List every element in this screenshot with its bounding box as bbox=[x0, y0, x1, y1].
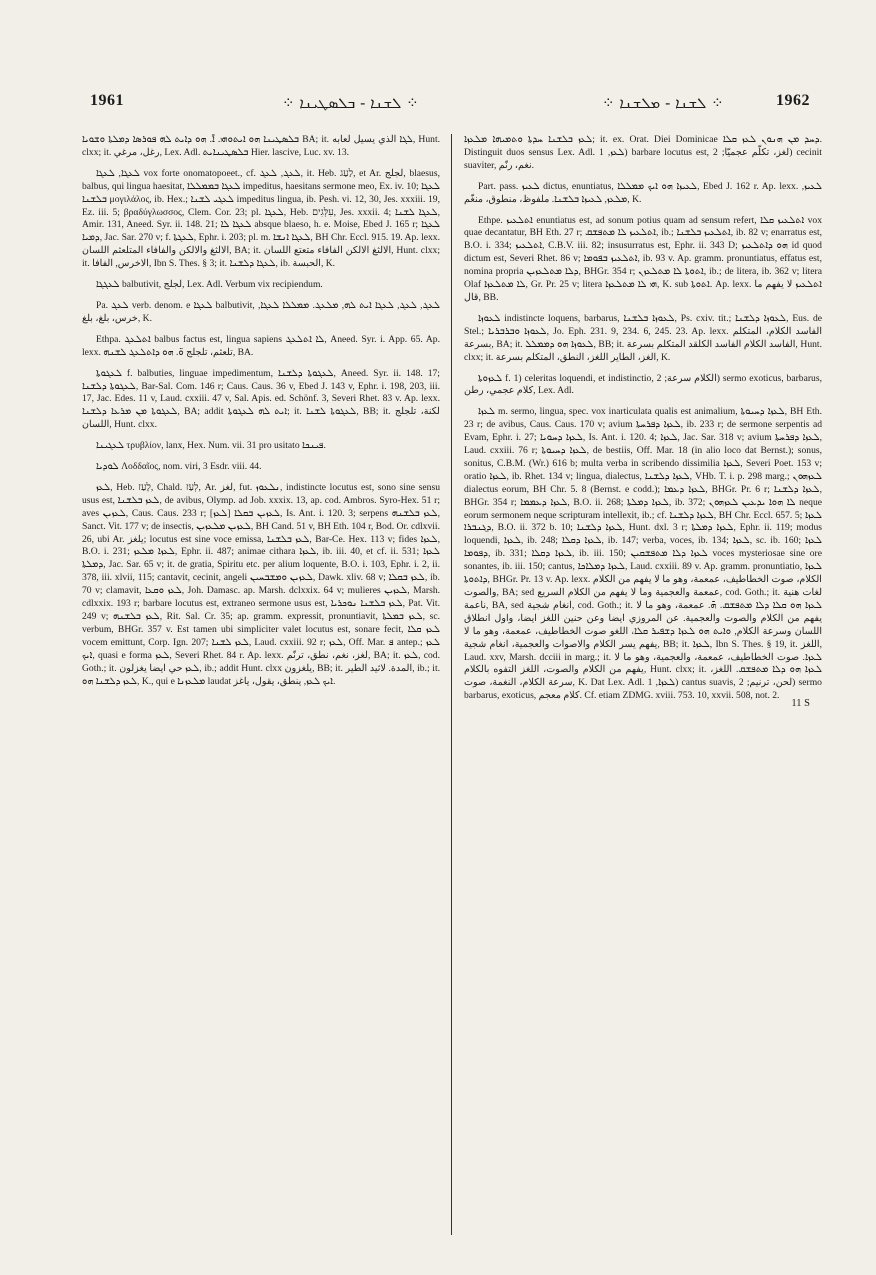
entry-paragraph: ܒܠܣܛܝܢܐ ܗܘ ܐܝܬܘܗܝ. ܐ̄. ܗܘ ܕܐܝܬ ܠܗ ܦܘܪܣܐ ܕܡܠܬܐ ܘܫܘܝܐ BA; it. ܠܓܐ الذي يسيل لعابه, Hunt. clxx; it. رغل، مرغي, Lex. Adl. ܒܠܣܛܝܢܐܝܬ Hier. lascive, Luc. xv. 13. bbox=[82, 134, 441, 158]
column-divider bbox=[451, 134, 452, 1235]
two-column-body bbox=[82, 134, 823, 1235]
entry-paragraph: ܠܥܓܐ, ܠܥܓܐ vox forte onomatopoeet., cf. ܠܥܓ, ܠܥܓ, it. Heb. לַעַג, et Ar. لجلج, blaesus, balbus, qui lingua haesitat, ܠܥܓܐ ܒܡܡܠܠܐ impeditus, haesitans sermone meo, Ex. iv. 10; ܠܥܓܐ ܒܠܫܢܐ μογιλάλος, ib. Hex.; ܠܥܓܝ ܠܫܢܐ impeditus lingua, ib. Pesh. vi. 12, 30, Jes. xxxiii. 19, Ez. iii. 5; βραδύγλωσσος, Clem. Cor. 23; pl. ܠܥܓܐ, Heb. עִלְּגִים, Jes. xxxii. 4; ܠܥܓܐ ܠܫܢܐ, Amir. 131, Aneed. Syr. ii. 148. 21; ܠܥܓܐ ܠܐ absque blaeso, h. e. Moise, Ebed J. 165 r; ܠܥܓܐ ܕܡܝܐ, Jac. Sar. 270 v; f. ܠܥܓܬܐ, Ephr. i. 203; pl. m. ܠܥܓܐ ܐܢܫܐ, BH Chr. Eccl. 915. 19. Ap. lexx. الالثغ والالكن والفافاء المتلعثم اللسان, BA; it. الالثغ الالكن الفافاء متعتع اللسان, Hunt. clxx; it. الاخرس, الفافا, Ibn S. Thes. § 3; it. ܠܥܓܐ ܕܠܫܢܐ, ib. الحبسة, K. bbox=[82, 167, 441, 270]
signature-mark: 11 S bbox=[791, 698, 810, 710]
entry-paragraph: ܠܥܙܐ m. sermo, lingua, spec. vox inarticulata qualis est animalium, ܠܥܙܐ ܕܚܝܘܬܐ, BH Eth. 23 r; de avibus, Caus. Caus. 170 v; avium ܠܥܙܐ ܕܦܪܚܬܐ, ib. 233 r; de sermone serpentis ad Evam, Ephr. i. 27; ܠܥܙܐ ܕܚܘܝܐ, Is. Ant. i. 120. 4; ܠܥܙܐ, Jac. Sar. 318 v; avium ܠܥܙܐ ܕܦܪܚܬܐ, Laud. cxxiii. 76 r; ܠܥܙܐ ܕܚܝܘܬܐ, de bestiis, Off. Mar. 18 (in alio loco dat Bernst.); sonus, sonitus, C.B.M. (Wr.) 616 b; multa verba in scribendo dissimilia ܠܥܙܐ, Severi Poet. 153 v; oratio ܠܥܙܐ, ib. Rhet. 134 v; lingua, dialectus, ܠܥܙܐ ܕܠܫܢܐ, VHb. T. i. p. 298 marg.; ܠܥܙܗܘܢ dialectus eorum, BH Chr. 5. 8 (Bernst. e codd.); ܠܥܙܐ ܕܥܡܐ, BHGr. Pr. 6 r; ܠܥܙܐ ܕܠܫܢܐ, BHGr. 354 r; ܠܥܙܐ ܕܥܡܡܐ, B.O. ii. 268; ܠܥܙܐ ܕܡܠܬܐ, ib. 372; ܠܐ ܗܘܐ ܝܕܥܝܢ ܠܥܙܗܘܢ neque eorum sermonem neque scripturam intellexit, ib.; cf. ܠܥܙܐ ܕܠܫܢܐ, BH Chr. Eccl. 657. 5; ܠܥܙܐ ܕܓܢܒܪܐ, B.O. ii. 372 b. 10; ܠܥܙܐ ܕܠܫܢܐ, Hunt. dxl. 3 r; ܠܥܙܐ ܕܡܠܬܐ, Ephr. ii. 119; modus loquendi, ܠܥܙܐ, ib. 248; ܠܥܙܐ ܕܩܠܐ, ib. 147; verba, voces, ib. 134; ܠܥܙܐ, sc. ib. 160; ܠܥܙܐ ܕܦܘܡܐ, ib. 331; ܠܥܙܐ ܕܩܠܐ, ib. iii. 150; ܠܥܙܐ ܕܠܐ ܡܬܦܫܩܝܢ voces mysteriosae sine ore sonantes, ib. iii. 150; cantus, ܠܥܙܐ ܕܡܠܐܟܐ, Laud. cxxiii. 89 v. Ap. gramm. pronuntiatio, ܠܥܙܐ ܕܐܬܘܬܐ, BHGr. Pr. 13 v. Ap. lexx. الكلام، صوت الخطاطيف، عمعمة، وهو ما لا يفهم من الكلام والصوت, BA; sed عمعمة والعجمية وما لا يفهم من الكلام السريع, cod. Goth.; it. لغات هنية ناعمة, BA, sed انغام شجية, cod. Goth.; it. ܠܥܙܐ ܗܘ ܩܠܐ ܕܠܐ ܡܬܦܫܩ. ܗ̄. عمعمة، وهو ما لا يفهم من الكلام والصوت والعجمية. عن المروزي ايضا وعن حنين اللغز ايضا، واول انطلاق اللسان وسرعة الكلام, ܘܐܝܬ ܗܘ ܠܥܙܐ ܕܫܦܝܪ ܩܠܐ، اللغو صوت الخطاطيف، عمعمة، وهو ما لا يفهم يسر الكلام والاصوات والعجمية، انغام شجية, BB; it. ܠܥܙܐ, Ibn S. Thes. § 19, it. اللغز, Laud. xxv, Marsh. dcciii in marg.; it. ܠܥܙܐ. صوت الخطاطيف، عمعمة، والعجمية، وهو ما لا يفهم من الكلام والصوت، اللغز التفوه بالكلام, Hunt. clxx; it. ܠܥܙܐ ܗܘ ܕܠܐ ܡܬܦܫܩ. اللغز، سرعة الكلام، النغمة، صوت, K. Dat Lex. Adl. ܠܥܙܐ, 1) cantus suavis, لحن، ترنيم; 2) sermo barbarus, exoticus, كلام معجم. Cf. etiam ZDMG. xviii. 753. 10, xxvii. 508, not. 2. bbox=[464, 406, 823, 702]
entry-paragraph: ܠܘܕܝܐ Λοδδαῖος, nom. viri, 3 Esdr. viii. 44. bbox=[96, 461, 262, 473]
entry-paragraph: ܠܥܙܘܬܐ f. 1) celeritas loquendi, et indistinctio, الكلام سرعة; 2) sermo exoticus, barbarus, كلام عجمي، رطن, Lex. Adl. bbox=[464, 372, 822, 397]
running-head-right: ⁘ ܠܫܢܐ - ܡܠܫܢܐ ⁘ bbox=[602, 94, 724, 112]
entry-paragraph: ܠܥܓܘܬܐ f. balbuties, linguae impedimentum, ܠܥܓܘܬܐ ܕܠܫܢܐ, Aneed. Syr. ii. 148. 17; ܠܥܓܘܬܐ ܕܠܫܢܐ, Bar-Sal. Com. 146 r; Caus. Caus. 36 v, Ebed J. 143 v, Ephr. i. 198, 203, iii. 17, Jac. Edes. 11 v, Laud. cxxiii. 47 v, Sal. Apis. ed. Schönf. 3, Severi Rhet. 83 v. Ap. lexx. ܠܥܓܘܬܐ ܡܢ ܡܪܥܐ ܕܠܫܢܐ, BA; addit ܐܝܬ ܠܗ ܠܥܓܘܬܐ; it. ܠܥܓܘܬܐ ܠܫܢܐ, BB; it. لكنة، تلجلج اللسان, Hunt. clxx. bbox=[82, 367, 440, 431]
entry-paragraph: ܠܥܓܝܢܐ τρυβλίον, lanx, Hex. Num. vii. 31 pro usitato ܦܝܢܟܐ. bbox=[96, 440, 326, 452]
entry-paragraph: Ethpa. ܐܬܠܥܓ balbus factus est, lingua sapiens ܠܐ ܐܬܠܥܓ, Aneed. Syr. i. App. 65. Ap. lexx. تلعثم، تلجلج ܘ̈. ܗܘ ܕܐܬܠܥܓ ܠܫܢܗ, BA. bbox=[82, 333, 440, 358]
entry-paragraph: Part. pass. ܠܥܝܙ dictus, enuntiatus, ܠܥܝܙܐ ܗܘ ܐܝܟ ܡܡܠܠܐ, Ebed J. 162 r. Ap. lexx. ܠܥܝܙ, ܡܠܥܙ, ܠܥܝܙܐ ܒܠܫܢܐ. ملفوظ، منطوق، منغّم, K. bbox=[464, 180, 822, 205]
page-number-right: 1962 bbox=[776, 92, 810, 109]
column-left bbox=[82, 134, 440, 696]
entry-paragraph: ܠܥܘܙܐ indistincte loquens, barbarus, ܠܥܘܙܐ ܒܠܫܢܐ, Ps. cxiv. tit.; ܠܥܘܙܐ ܕܠܫܢܐ, Eus. de Stel.; ܠܥܘܙܐ ܘܒܪܒܪܝܐ, Jo. Eph. 231. 9, 234. 6, 245. 23. Ap. lexx. الفاسد الكلام، المتكلم بسرعة, BA; it. ܠܥܘܙܐ ܗܘ ܕܡܡܠܠ, BB; it. الفاسد الكلام الفاسد الكلقد المتكلم بسرعة, Hunt. clxx; it. الغز، الطاير اللغز، النطق، المتكلم بسرعة, K. bbox=[464, 312, 823, 363]
entry-paragraph: Ethpe. ܐܬܠܥܝܙ enuntiatus est, ad sonum potius quam ad sensum refert, ܐܬܠܥܝܙ ܩܠܐ vox quae decantatur, BH Eth. 27 r; ܐܬܠܥܝܙ ܠܐ ܡܬܦܫܩ, ib.; ܐܬܠܥܝܙ ܒܠܫܢܐ, ib. 82 v; enarratus est, B.O. i. 334; ܐܬܠܥܝܙ, C.B.V. iii. 82; insusurratus est, Ephr. ii. 343 D; ܗܘ ܕܐܬܠܥܝܙ id quod dictum est, Severi Rhet. 86 v; ܐܬܠܥܝܙ ܒܦܘܡܐ, ib. 93 v. Ap. gramm. pronuntiatus, effatus est, nomina propria ܕܠܐ ܡܬܠܥܙܝܢ, BHGr. 354 r; ܐܬܘܬܐ ܠܐ ܡܬܠܥܙܢ, ib.; de litera, ib. 362 v; litera Olaf ܠܐ ܡܬܠܥܙܐ, Gr. Pr. 25 v; litera ܗܝ ܠܐ ܡܬܠܥܙܐ, K. sub ܐܬܘܬܐ. Ap. lexx. ܐܬܠܥܝܙ لا يفهم ما قال, BB. bbox=[464, 214, 823, 303]
page-number-left: 1961 bbox=[90, 92, 124, 109]
entry-paragraph: ܠܥܙ ܒܠܫܢܐ ܚܕܬܐ ܘܬܡܝܗܐ ܡܠܥܙܐ; it. ex. Orat. Diei Dominicae ܕܚܕ ܡܢ ܗܢܘܢ ܠܥܙ ܩܠܐ. Distinguit duos sensus Lex. Adl. ܠܥܙ, 1) barbare locutus est, لغز، تكلّم عجميّا; 2) cecinit suaviter, نغم، رنّم. bbox=[464, 134, 822, 171]
column-right bbox=[464, 134, 822, 711]
running-head-left: ⁘ ܠܫܢܐ - ܒܠܣܛܝܢܐ ⁘ bbox=[282, 94, 419, 112]
entry-paragraph: ܠܥܙ, Heb. לָעַז, Chald. לְעַז, Ar. لغز, fut. ܢܠܥܘܙ, indistincte locutus est, sono sine sensu usus est, ܠܥܙ ܒܠܫܢܐ, de avibus, Olymp. ad Job. xxxix. 13, ap. cod. Ambros. Syro-Hex. 51 r; aves ܠܥܙܝܢ, Caus. Caus. 233 r; [ܠܥܙ] ܠܥܙܝܢ ܒܩܠܐ, Is. Ant. i. 120. 3; serpens ܠܥܙ ܒܠܫܢܗ, Sanct. Vit. 177 v; de insectis, ܠܥܙܝܢ ܡܠܥܙܝܢ, BH Cand. 51 v, BH Eth. 104 r, Bod. Or. cdlxvii. 26, ubi Ar. يلغز; locutus est sine voce emissa, ܠܥܙ ܒܠܫܢܐ, Bar-Ce. Hex. 113 v; fides ܠܥܙܐ, B.O. i. 231; ܠܥܙܐ ܡܠܥܙ, Ephr. ii. 487; animae cithara ܠܥܙܐ, ib. iii. 40, et cf. ii. 531; ܠܥܙܐ ܕܡܠܬܐ, Jac. Sar. 65 v; it. de gratia, Spiritu etc. per alium loquente, B.O. i. 103, Ephr. i. 2, ii. 378, iii. xlvii, 115; cantavit, cecinit, angeli ܠܥܙܝܢ ܘܡܫܒܚܝܢ, Dawk. xliv. 68 v; ܠܥܙ ܒܩܠܐ, ib. 70 v; clamavit, ܠܥܙ ܘܩܥܐ, Joh. Damasc. ap. Marsh. dclxxix. 64 v; mulieres ܠܥܙܝܢ, Marsh. cdlxxix. 193 r; barbare locutus est, extraneo sermone usus est, ܠܥܙ ܒܠܫܢܐ ܢܘܟܪܝܐ, Pat. Vit. 249 v; ܠܥܙ ܒܠܫܢܗ, Rit. Sal. Cr. 35; ap. gramm. expressit, pronuntiavit, ܠܥܙ ܒܡܠܬܐ, sc. verbum, BHGr. 357 v. Est tamen ubi simpliciter valet locutus est, sonare fecit, ܠܥܙ ܩܠܐ vocem emittunt, Corp. Ign. 207; ܠܥܙ ܠܫܢܐ, Laud. cxxiii. 92 r; ܠܥܙ, Off. Mar. ܦ antep.; ܠܥܙ ܐܝܟ, quasi e forma ܠܥܙ, Severi Rhet. 84 r. Ap. lexx. لغز، نغم، نطق، ترنّم, BA; it. ܠܥܙ, cod. Goth.; it. ܠܥܙ حي ايضا يغزلون, ib.; addit Hunt. clxx يلغزون, BB; it. المدة. لاثيد الطير, ib.; it. ܠܥܙ ܕܠܫܢܐ ܗܘ, K., qui e ܡܠܥܙܢܐ laudat ܐܝܟ ܠܥܙ, ينطق، يقول، ياغز. bbox=[82, 481, 441, 687]
entry-paragraph: Pa. ܠܥܓ verb. denom. e ܠܥܓܐ balbutivit, ܠܥܓ, ܠܥܓ, ܠܥܓܐ ܐܝܬ ܠܗ, ܡܠܥܓ. ܡܡܠܠܐ ܠܥܓܐ, خرس، بلغ، بلغ, K. bbox=[82, 299, 440, 324]
entry-paragraph: ܠܥܓܓܐ balbutivit, لجلج, Lex. Adl. Verbum vix recipiendum. bbox=[96, 279, 323, 291]
running-header bbox=[82, 92, 814, 116]
